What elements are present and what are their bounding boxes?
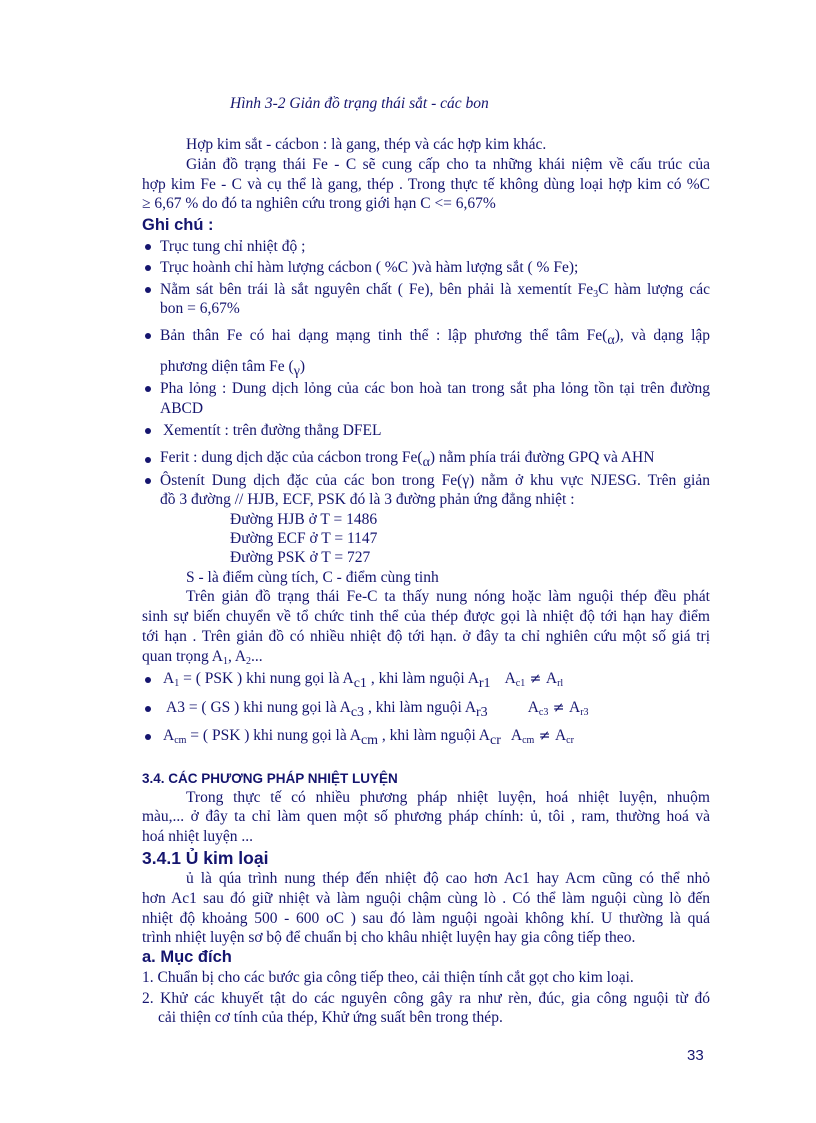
- note-3: Nằm sát bên trái là sắt nguyên chất ( Fe), bên phải là xementít $Fe_3C$ hàm lượng các: [160, 281, 710, 300]
- note-4: Bản thân Fe có hai dạng mạng tinh thể : lập phương thể tâm $Fe(_\alpha)$, và dạng lập: [160, 327, 711, 348]
- bullet-icon: [145, 478, 151, 484]
- purpose-item-2: 2. Khử các khuyết tật do các nguyên công gây ra như rèn, đúc, gia công nguội từ đó: [142, 990, 710, 1007]
- section-title: 3.4. CÁC PHƯƠNG PHÁP NHIỆT LUYỆN: [142, 771, 398, 786]
- critical-a1: $A_1$ = ( PSK ) khi nung gọi là $A_{c1}$ , khi làm nguội $A_{r1}$ $A_{c1} \ne A_{rl}$: [163, 670, 564, 691]
- annealing-line-4: trình nhiệt luyện sơ bộ để chuẩn bị cho khâu nhiệt luyện hay gia công tiếp theo.: [142, 929, 636, 946]
- intro-line-1: Hợp kim sắt - cácbon : là gang, thép và các hợp kim khác.: [186, 136, 547, 153]
- line-psk: Đường PSK ở T = 727: [230, 549, 371, 566]
- bullet-icon: [145, 244, 151, 250]
- section-line-3: hoá nhiệt luyện ...: [142, 828, 254, 845]
- critical-a3: A3 = ( GS ) khi nung gọi là $A_{c3}$ , khi làm nguội $A_{r3}$ $A_{c3} \ne A_{r3}$: [166, 699, 589, 720]
- purpose-item-2-cont: cải thiện cơ tính của thép, Khử ứng suất bên trong thép.: [158, 1009, 503, 1026]
- purpose-item-1: 1. Chuẩn bị cho các bước gia công tiếp theo, cải thiện tính cắt gọt cho kim loại.: [142, 969, 634, 986]
- purpose-heading: a. Mục đích: [142, 948, 232, 966]
- page-number: 33: [687, 1047, 704, 1064]
- para2-line-3: tới hạn . Trên giản đồ có nhiều nhiệt độ tới hạn. ở đây ta chỉ nghiên cứu một số giá trị: [142, 628, 710, 645]
- annealing-line-2: hơn Ac1 sau đó giữ nhiệt và làm nguội chậm cùng lò . Có thể làm nguội cùng lò đến: [142, 890, 710, 907]
- bullet-icon: [145, 386, 151, 392]
- section-line-2: màu,... ở đây ta chỉ làm quen một số phương pháp chính: ủ, tôi , ram, thường hoá và: [142, 808, 710, 825]
- para2-line-4: quan trọng $A_1$, $A_2$...: [142, 648, 263, 667]
- note-5-cont: ABCD: [160, 400, 204, 417]
- bullet-icon: [145, 428, 151, 434]
- note-2: Trục hoành chỉ hàm lượng cácbon ( %C )và hàm lượng sắt ( % Fe);: [160, 259, 579, 276]
- bullet-icon: [145, 734, 151, 740]
- section-line-1: Trong thực tế có nhiều phương pháp nhiệt luyện, hoá nhiệt luyện, nhuộm: [186, 789, 710, 806]
- critical-acm: $A_{cm}$ = ( PSK ) khi nung gọi là $A_{cm}$ , khi làm nguội $A_{cr}$ $A_{cm} \ne A_{cr}$: [163, 727, 574, 748]
- intro-line-4: ≥ 6,67 % do đó ta nghiên cứu trong giới hạn C <= 6,67%: [142, 195, 496, 212]
- annealing-line-3: nhiệt độ khoảng 500 - 600 oC ) sau đó làm nguội ngoài không khí. U thường là quá: [142, 910, 710, 927]
- bullet-icon: [145, 677, 151, 683]
- line-hjb: Đường HJB ở T = 1486: [230, 511, 378, 528]
- line-ecf: Đường ECF ở T = 1147: [230, 530, 378, 547]
- figure-caption: Hình 3-2 Giản đồ trạng thái sắt - các bon: [230, 95, 489, 112]
- note-4-cont: phương diện tâm Fe $(_\gamma)$: [160, 358, 306, 379]
- note-5: Pha lỏng : Dung dịch lỏng của các bon hoà tan trong sắt pha lỏng tồn tại trên đường: [160, 380, 710, 397]
- bullet-icon: [145, 333, 151, 339]
- subsection-title: 3.4.1 Ủ kim loại: [142, 848, 269, 868]
- note-1: Trục tung chỉ nhiệt độ ;: [160, 238, 306, 255]
- note-6: Xementít : trên đường thẳng DFEL: [163, 422, 382, 439]
- note-7: Ferit : dung dịch dặc của cácbon trong $Fe(_\alpha)$ nằm phía trái đường GPQ và AHN: [160, 449, 655, 470]
- note-8: Ôstenít Dung dịch đặc của các bon trong Fe(γ) nằm ở khu vực NJESG. Trên giản: [160, 472, 710, 489]
- para2-line-1: Trên giản đồ trạng thái Fe-C ta thấy nung nóng hoặc làm nguội thép đều phát: [186, 588, 710, 605]
- annealing-line-1: ủ là qúa trình nung thép đến nhiệt độ cao hơn Ac1 hay Acm cũng có thể nhỏ: [186, 870, 710, 887]
- note-8-cont: đồ 3 đường // HJB, ECF, PSK đó là 3 đường phản ứng đẳng nhiệt :: [160, 491, 575, 508]
- notes-heading: Ghi chú :: [142, 216, 214, 234]
- bullet-icon: [145, 457, 151, 463]
- note-3-cont: bon = 6,67%: [160, 300, 240, 317]
- intro-line-3: hợp kim Fe - C và cụ thể là gang, thép . Trong thực tế không dùng loại hợp kim có %C: [142, 176, 710, 193]
- para2-line-2: sinh sự biến chuyển về tổ chức tinh thể của thép được gọi là nhiệt độ tới hạn hay điểm: [142, 608, 710, 625]
- points-s-c: S - là điểm cùng tích, C - điểm cùng tinh: [186, 569, 439, 586]
- bullet-icon: [145, 706, 151, 712]
- bullet-icon: [145, 265, 151, 271]
- bullet-icon: [145, 287, 151, 293]
- intro-line-2: Giản đồ trạng thái Fe - C sẽ cung cấp cho ta những khái niệm về cấu trúc của: [186, 156, 710, 173]
